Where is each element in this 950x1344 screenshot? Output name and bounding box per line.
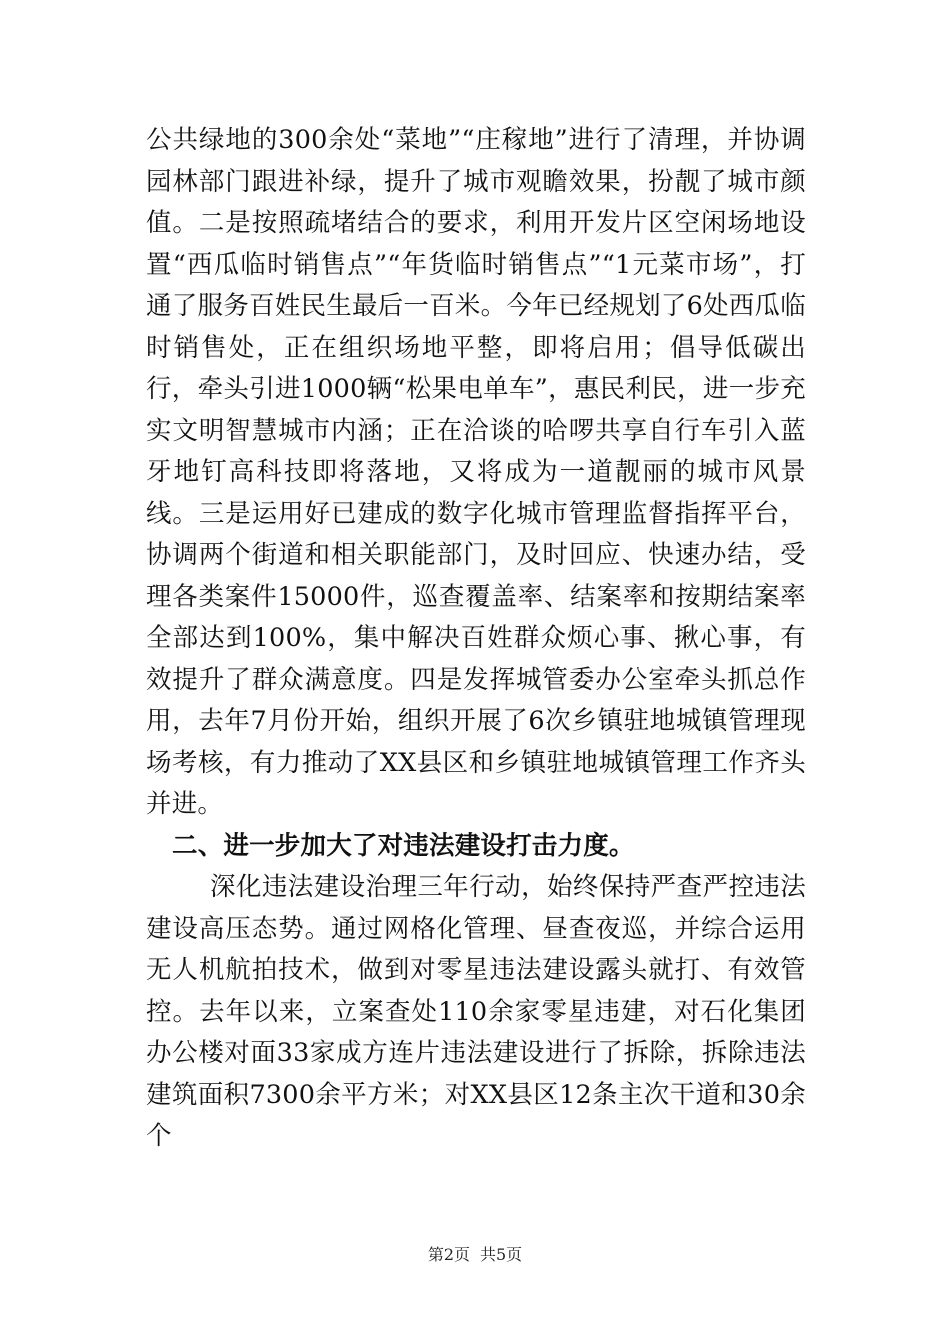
page-number: 第2页 [427,1245,470,1264]
page-total: 共5页 [480,1245,523,1264]
document-body [146,120,806,1158]
page-footer [0,1242,950,1265]
body-paragraph-1: 公共绿地的300余处“菜地”“庄稼地”进行了清理，并协调园林部门跟进补绿，提升了城市观瞻效果，扮靓了城市颜值。二是按照疏堵结合的要求，利用开发片区空闲场地设置“西瓜临时销售点”“年货临时销售点”“1元菜市场”，打通了服务百姓民生最后一百米。今年已经规划了6处西瓜临时销售处，正在组织场地平整，即将启用；倡导低碳出行，牵头引进1000辆“松果电单车”，惠民利民，进一步充实文明智慧城市内涵；正在洽谈的哈啰共享自行车引入蓝牙地钉高科技即将落地，又将成为一道靓丽的城市风景线。三是运用好已建成的数字化城市管理监督指挥平台，协调两个街道和相关职能部门，及时回应、快速办结，受理各类案件15000件，巡查覆盖率、结案率和按期结案率全部达到100%，集中解决百姓群众烦心事、揪心事，有效提升了群众满意度。四是发挥城管委办公室牵头抓总作用，去年7月份开始，组织开展了6次乡镇驻地城镇管理现场考核，有力推动了XX县区和乡镇驻地城镇管理工作齐头并进。 [146,125,806,819]
body-paragraph-2: 深化违法建设治理三年行动，始终保持严查严控违法建设高压态势。通过网格化管理、昼查夜巡，并综合运用无人机航拍技术，做到对零星违法建设露头就打、有效管控。去年以来，立案查处110余家零星违建，对石化集团办公楼对面33家成方连片违法建设进行了拆除，拆除违法建筑面积7300余平方米；对XX县区12条主次干道和30余个 [146,872,806,1151]
section-heading-2: 二、进一步加大了对违法建设打击力度。 [172,830,635,861]
